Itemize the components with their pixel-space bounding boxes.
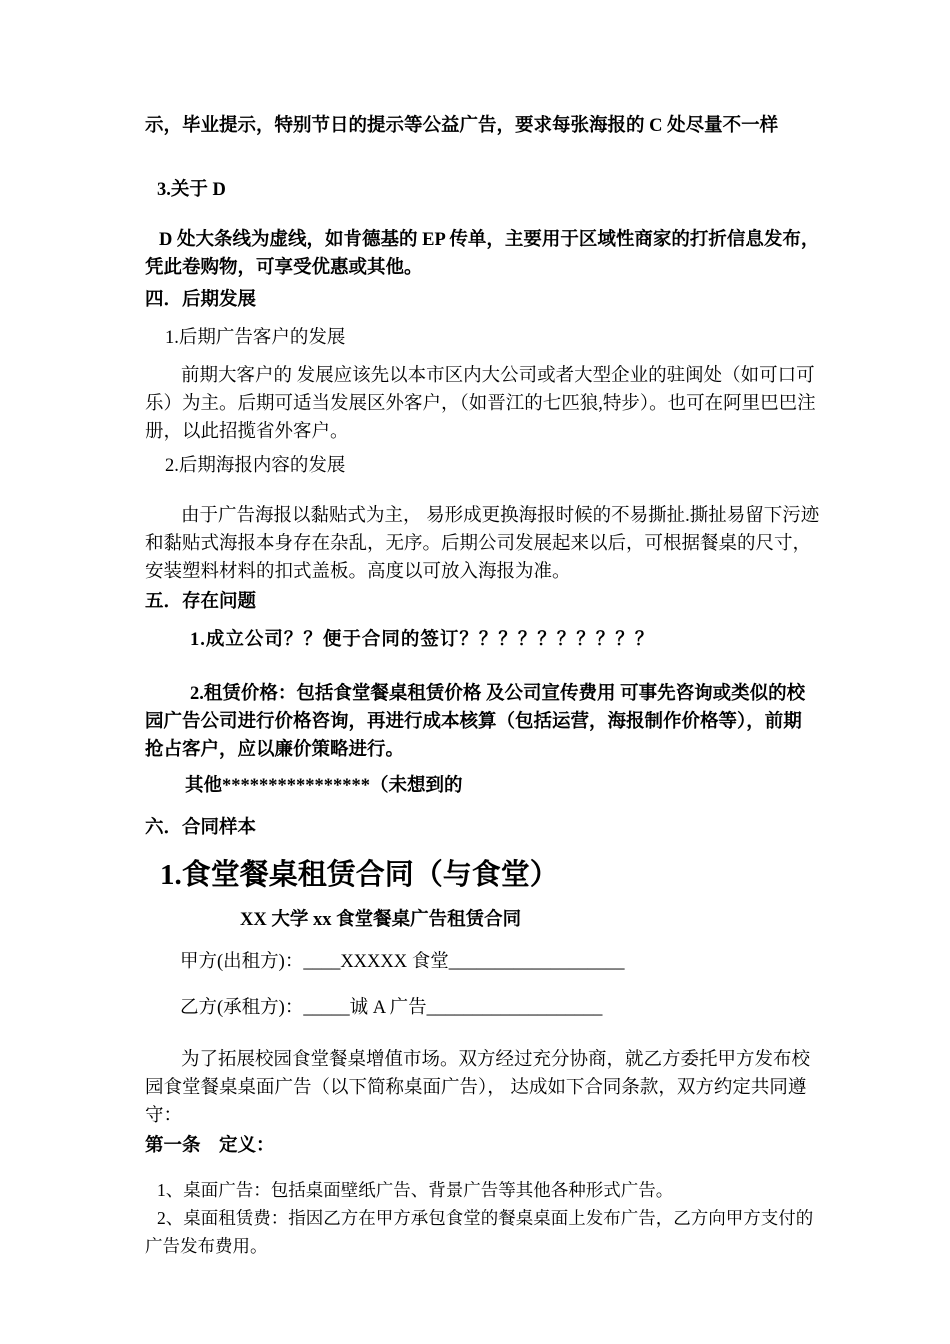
paragraph-d-description: D 处大条线为虚线，如肯德基的 EP 传单，主要用于区域性商家的打折信息发布，凭此卷购物，可享受优惠或其他。 [145, 230, 820, 278]
contract-subtitle: XX 大学 xx 食堂餐桌广告租赁合同 [240, 910, 522, 930]
clause-1-desktop-ads: 1、桌面广告：包括桌面壁纸广告、背景广告等其他各种形式广告。 [157, 1180, 674, 1200]
paragraph-poster-content: 由于广告海报以黏贴式为主， 易形成更换海报时候的不易撕扯.撕扯易留下污迹和黏贴式海报本身存在杂乱，无序。后期公司发展起来以后，可根据餐桌的尺寸， 安装塑料材料的扣式盖板。高度以可放入海报为准。 [145, 506, 820, 582]
heading-article-1-definitions: 第一条 定义： [145, 1136, 275, 1156]
party-a-line: 甲方(出租方)：____XXXXX 食堂___________________ [180, 952, 625, 972]
clause-2-rental-fee: 2、桌面租赁费：指因乙方在甲方承包食堂的餐桌桌面上发布广告，乙方向甲方支付的广告发布费用。 [145, 1208, 814, 1256]
heading-section-5-problems: 五．存在问题 [145, 592, 257, 612]
contract-title: 1.食堂餐桌租赁合同（与食堂） [160, 859, 559, 891]
heading-about-d: 3.关于 D [157, 180, 226, 200]
heading-section-6-contract-sample: 六．合同样本 [145, 818, 257, 838]
party-b-line: 乙方(承租方)：_____诚 A 广告___________________ [180, 998, 603, 1018]
paragraph-client-development: 前期大客户的 发展应该先以本市区内大公司或者大型企业的驻闽处（如可口可乐）为主。后期可适当发展区外客户，（如晋江的七匹狼,特步）。也可在阿里巴巴注册，以此招揽省外客户。 [145, 366, 816, 442]
paragraph-other-placeholder: 其他****************（未想到的 [185, 776, 463, 796]
paragraph-rental-price: 2.租赁价格：包括食堂餐桌租赁价格 及公司宣传费用 可事先咨询或类似的校园广告公司进行价格咨询，再进行成本核算（包括运营，海报制作价格等），前期抢占客户，应以廉价策略进行。 [145, 684, 806, 760]
subheading-client-development: 1.后期广告客户的发展 [165, 328, 346, 348]
heading-section-4-later-development: 四．后期发展 [145, 290, 257, 310]
paragraph-public-ads-continuation: 示，毕业提示，特别节日的提示等公益广告，要求每张海报的 C 处尽量不一样 [145, 116, 779, 136]
paragraph-company-founding-question: 1.成立公司？？便于合同的签订？？？？？？？？？？ [190, 630, 655, 650]
paragraph-contract-intro: 为了拓展校园食堂餐桌增值市场。双方经过充分协商，就乙方委托甲方发布校园食堂餐桌桌面广告（以下简称桌面广告）， 达成如下合同条款，双方约定共同遵守： [145, 1050, 811, 1126]
subheading-poster-content: 2.后期海报内容的发展 [165, 456, 346, 476]
